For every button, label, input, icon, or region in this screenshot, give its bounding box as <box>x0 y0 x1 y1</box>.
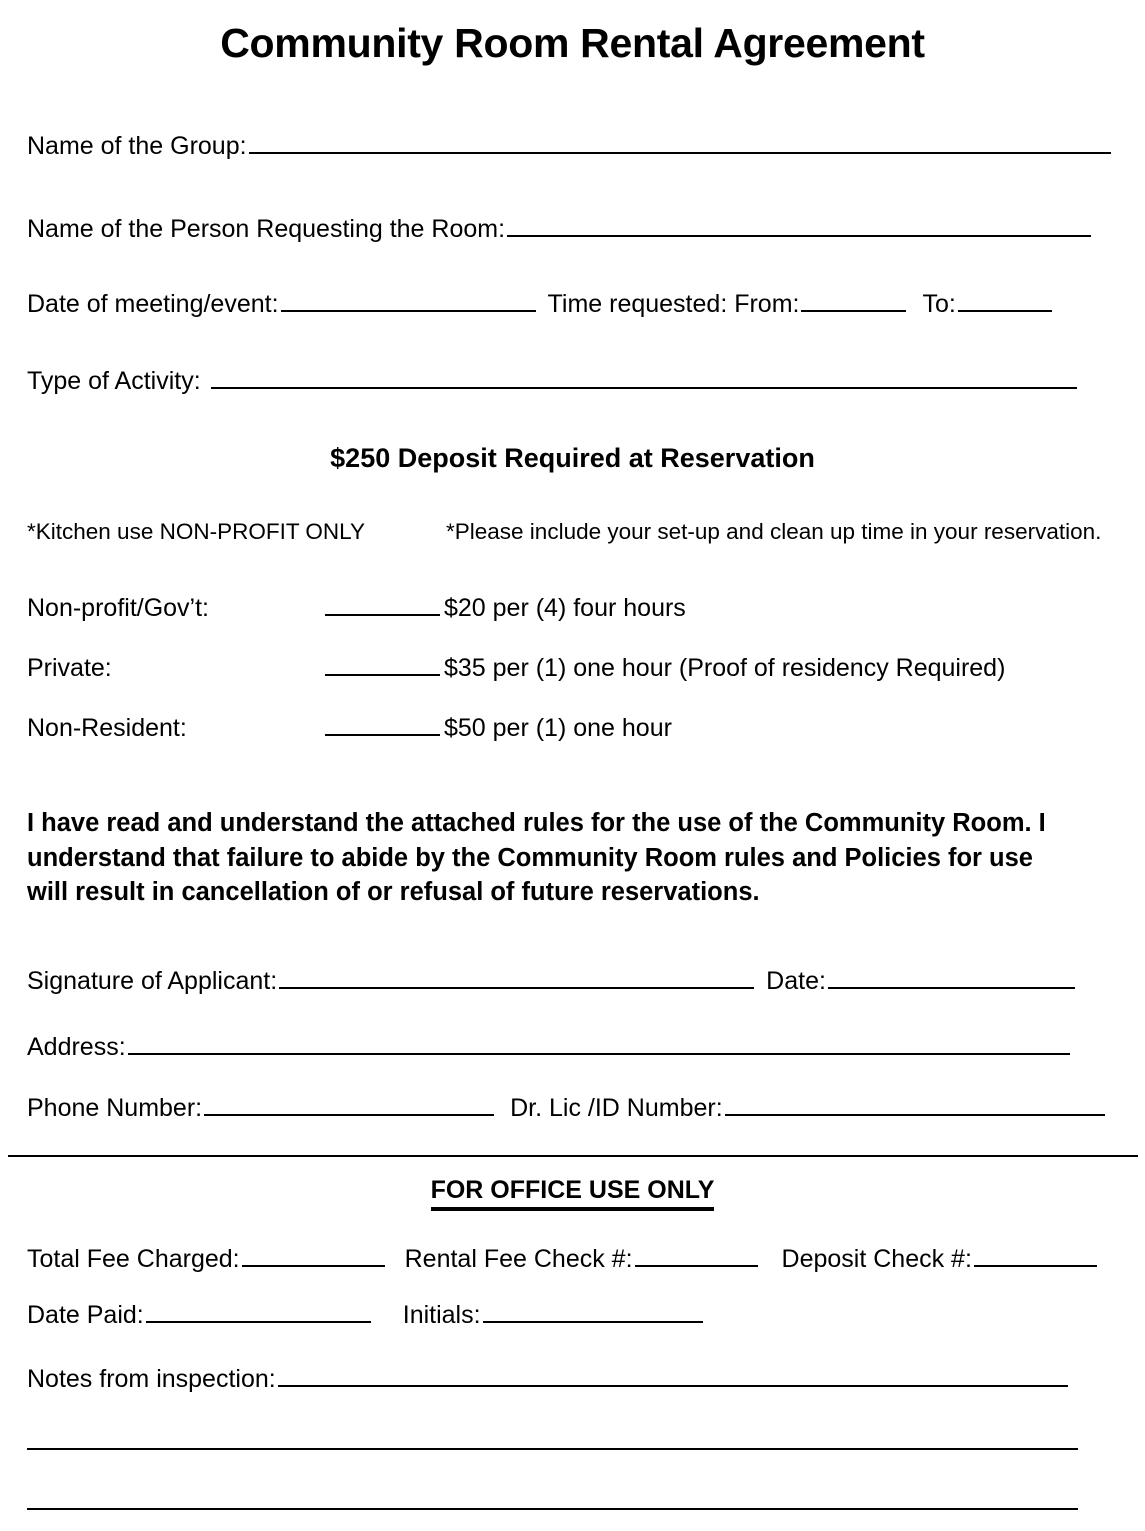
field-activity-type <box>27 365 1079 397</box>
fee-label: Private: <box>27 654 112 682</box>
field-inspection-notes-blank[interactable] <box>278 1365 1068 1387</box>
field-activity-type-blank[interactable] <box>211 367 1077 389</box>
fee-amount-blank[interactable] <box>325 714 440 736</box>
field-rental-check-label: Rental Fee Check #: <box>404 1245 633 1273</box>
field-phone-label: Phone Number: <box>27 1094 203 1122</box>
fee-label: Non-profit/Gov’t: <box>27 594 210 622</box>
field-signature-date-blank[interactable] <box>828 967 1075 989</box>
fee-description: $20 per (4) four hours <box>444 594 686 622</box>
field-date-time-row <box>27 288 1054 320</box>
field-person-requesting-label: Name of the Person Requesting the Room: <box>27 215 506 243</box>
field-initials-label: Initials: <box>402 1301 481 1329</box>
field-total-fee-label: Total Fee Charged: <box>27 1245 240 1273</box>
field-time-from-label: Time requested: From: <box>547 290 800 318</box>
field-group-name <box>27 130 1113 162</box>
field-person-requesting-blank[interactable] <box>507 215 1091 237</box>
field-signature-blank[interactable] <box>279 967 754 989</box>
field-signature-row <box>27 965 1077 997</box>
field-date-paid-row <box>27 1299 705 1331</box>
fee-amount-blank[interactable] <box>325 654 440 676</box>
field-date-meeting-blank[interactable] <box>281 290 536 312</box>
acknowledgement-paragraph: I have read and understand the attached rules for the use of the Community Room. I understand that failure to abide by the Community Room rules and Policies for use will result in cancellation of or refusal of future reservations. <box>27 809 1046 906</box>
field-license-blank[interactable] <box>725 1094 1105 1116</box>
field-date-paid-label: Date Paid: <box>27 1301 144 1329</box>
field-date-paid-blank[interactable] <box>146 1301 371 1323</box>
field-inspection-notes-blank[interactable] <box>27 1508 1078 1510</box>
section-divider <box>8 1155 1138 1157</box>
field-inspection-notes-label: Notes from inspection: <box>27 1365 276 1393</box>
office-use-heading <box>0 1176 1145 1205</box>
fee-description: $50 per (1) one hour <box>444 714 672 742</box>
field-address-label: Address: <box>27 1033 126 1061</box>
field-time-to-blank[interactable] <box>958 290 1052 312</box>
field-deposit-check-blank[interactable] <box>974 1245 1097 1267</box>
field-inspection-notes-row <box>27 1363 1070 1395</box>
fee-amount-blank[interactable] <box>325 594 440 616</box>
field-phone-blank[interactable] <box>204 1094 494 1116</box>
fee-description: $35 per (1) one hour (Proof of residency Required) <box>444 654 1006 682</box>
field-deposit-check-label: Deposit Check #: <box>781 1245 972 1273</box>
note-setup-time: *Please include your set-up and clean up time in your reservation. <box>446 519 1102 544</box>
fee-row <box>27 652 1127 684</box>
note-kitchen-use: *Kitchen use NON-PROFIT ONLY <box>27 519 366 544</box>
field-rental-check-blank[interactable] <box>635 1245 758 1267</box>
field-person-requesting <box>27 213 1093 245</box>
field-address-blank[interactable] <box>128 1033 1070 1055</box>
field-signature-label: Signature of Applicant: <box>27 967 278 995</box>
field-office-fees-row <box>27 1243 1099 1275</box>
field-total-fee-blank[interactable] <box>242 1245 385 1267</box>
field-inspection-notes-blank[interactable] <box>27 1448 1078 1450</box>
fee-row <box>27 592 1127 624</box>
fee-row <box>27 712 1127 744</box>
field-phone-row <box>27 1092 1107 1124</box>
field-group-name-label: Name of the Group: <box>27 132 247 160</box>
office-use-heading-text: FOR OFFICE USE ONLY <box>431 1176 715 1211</box>
field-activity-type-label: Type of Activity: <box>27 367 201 395</box>
field-initials-blank[interactable] <box>483 1301 703 1323</box>
field-group-name-blank[interactable] <box>249 132 1111 154</box>
field-time-from-blank[interactable] <box>801 290 906 312</box>
deposit-heading: $250 Deposit Required at Reservation <box>330 443 815 473</box>
field-signature-date-label: Date: <box>766 967 826 995</box>
fee-label: Non-Resident: <box>27 714 187 742</box>
field-license-label: Dr. Lic /ID Number: <box>510 1094 723 1122</box>
page-title: Community Room Rental Agreement <box>220 20 925 66</box>
field-date-meeting-label: Date of meeting/event: <box>27 290 279 318</box>
field-time-to-label: To: <box>922 290 956 318</box>
field-address-row <box>27 1031 1072 1063</box>
